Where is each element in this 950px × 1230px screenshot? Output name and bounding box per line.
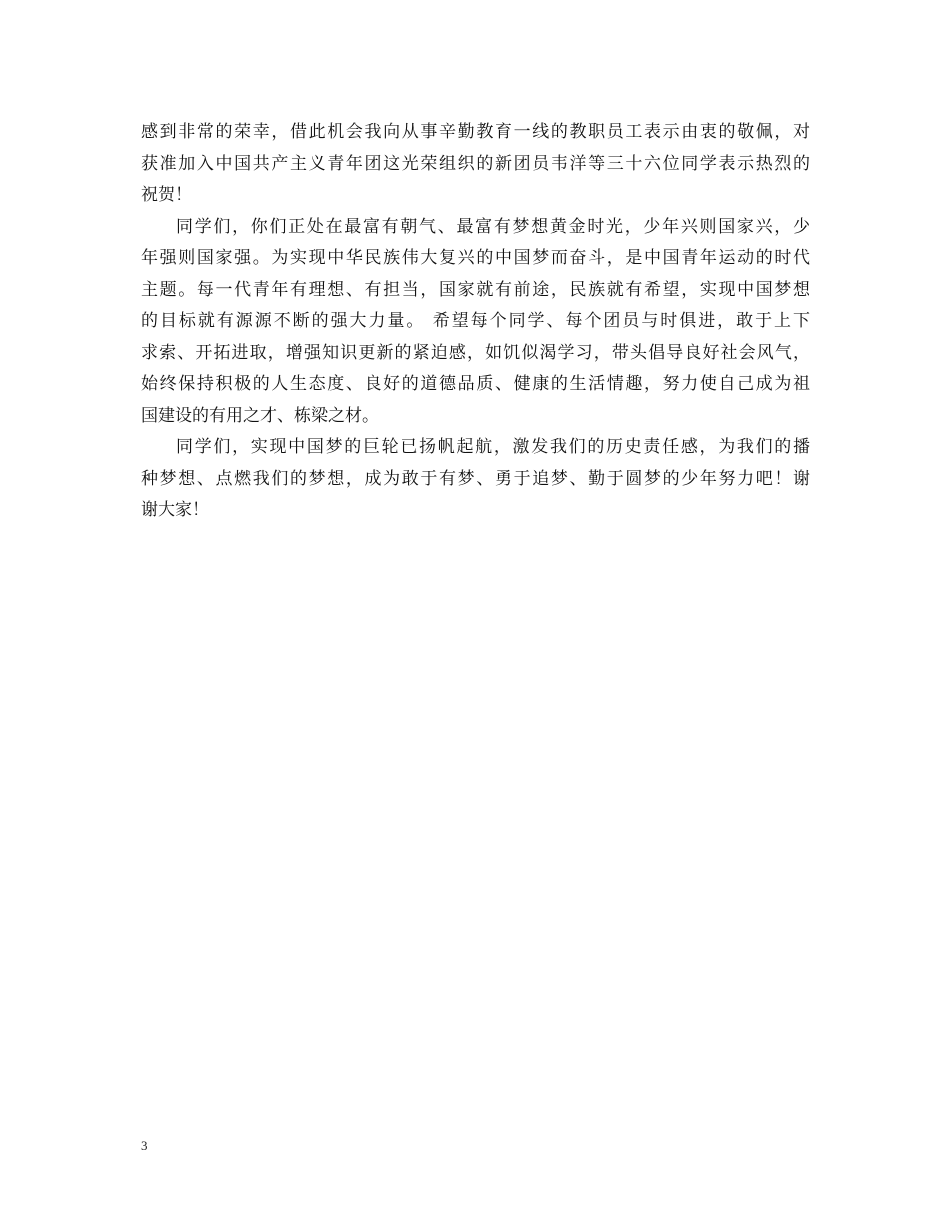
paragraph-2-line-6: 始终保持积极的人生态度、良好的道德品质、健康的生活情趣，努力使自己成为祖: [141, 374, 810, 394]
paragraph-1-line-3: 祝贺！: [141, 185, 192, 205]
paragraph-1-line-2: 获准加入中国共产主义青年团这光荣组织的新团员韦洋等三十六位同学表示热烈的: [141, 153, 810, 174]
paragraph-2-line-1: 同学们，你们正处在最富有朝气、最富有梦想黄金时光，少年兴则国家兴，少: [176, 216, 810, 237]
paragraph-2-line-3: 主题。每一代青年有理想、有担当，国家就有前途，民族就有希望，实现中国梦想: [141, 279, 810, 300]
paragraph-2-line-7: 国建设的有用之才、栋梁之材。: [141, 405, 379, 426]
body-text: [141, 117, 810, 527]
paragraph-2-line-4: 的目标就有源源不断的强大力量。 希望每个同学、每个团员与时俱进，敢于上下: [141, 311, 810, 331]
paragraph-3-line-1: 同学们，实现中国梦的巨轮已扬帆起航，激发我们的历史责任感，为我们的播: [176, 437, 810, 457]
paragraph-2-line-5: 求索、开拓进取，增强知识更新的紧迫感，如饥似渴学习，带头倡导良好社会风气，: [141, 342, 810, 363]
paragraph-3-line-2: 种梦想、点燃我们的梦想，成为敢于有梦、勇于追梦、勤于圆梦的少年努力吧！谢: [141, 468, 810, 489]
page-number: 3: [141, 1138, 148, 1153]
paragraph-2-line-2: 年强则国家强。为实现中华民族伟大复兴的中国梦而奋斗，是中国青年运动的时代: [141, 248, 810, 268]
paragraph-3-line-3: 谢大家！: [141, 500, 209, 520]
paragraph-1-line-1: 感到非常的荣幸，借此机会我向从事辛勤教育一线的教职员工表示由衷的敬佩，对: [141, 122, 810, 142]
